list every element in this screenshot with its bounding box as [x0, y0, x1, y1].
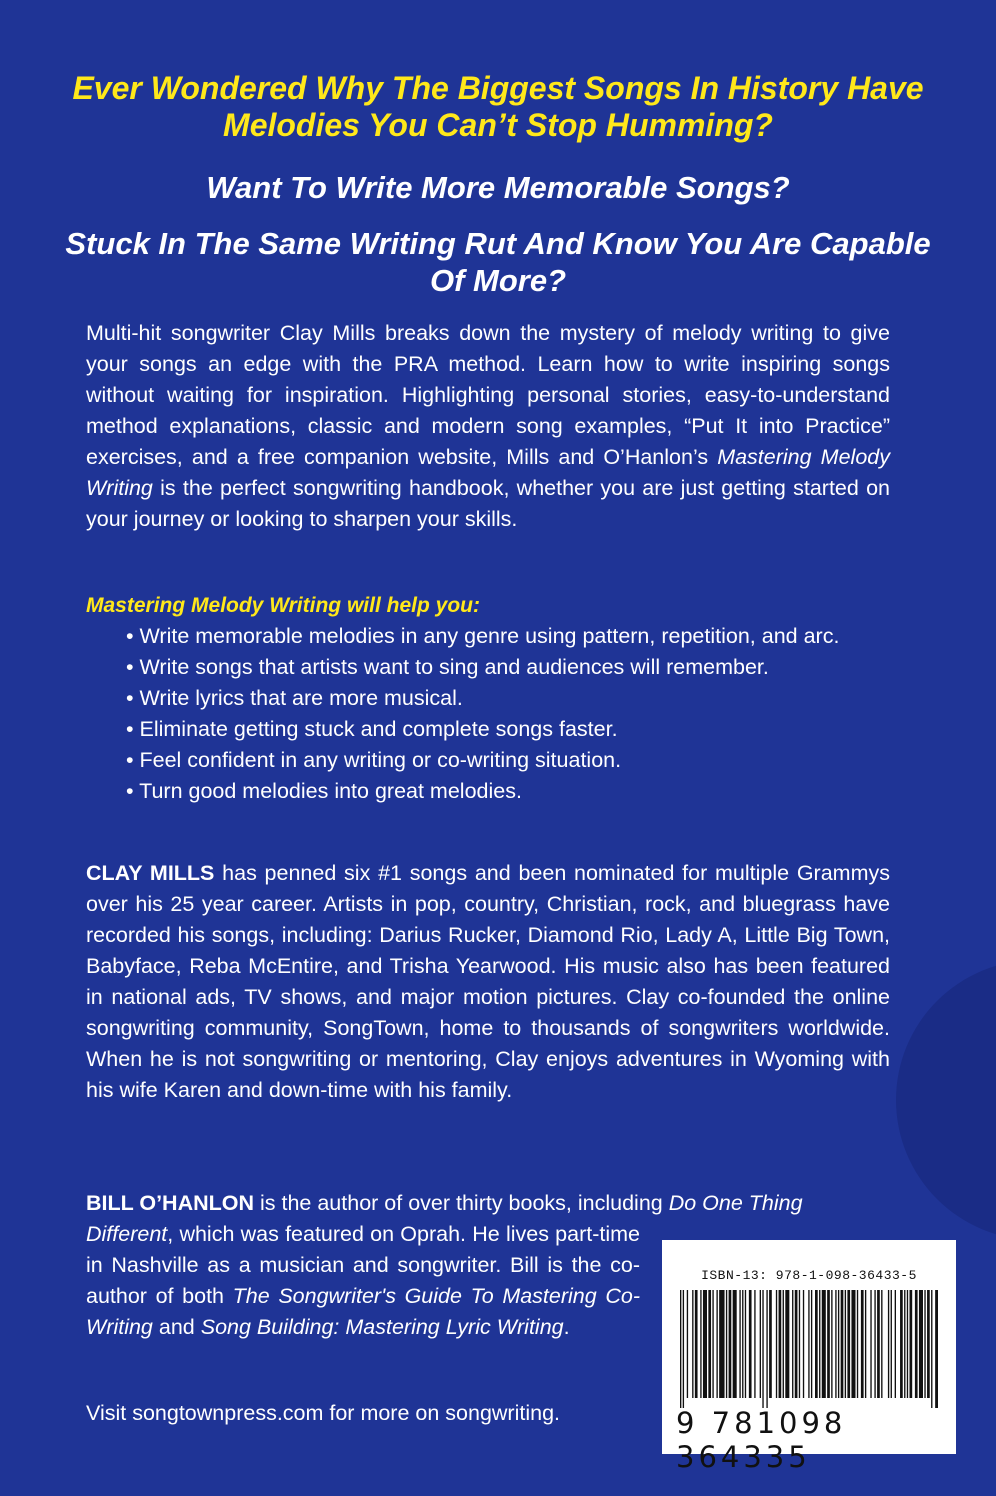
bill-book-1: Do One Thing [668, 1191, 803, 1215]
barcode-bar [708, 1290, 711, 1398]
barcode-bar [712, 1290, 713, 1398]
headline-stuck: Stuck In The Same Writing Rut And Know You Are Capable Of More? [65, 226, 931, 298]
barcode-bar [861, 1290, 864, 1398]
bill-bio-rest [86, 1219, 640, 1343]
barcode-bar [877, 1290, 880, 1398]
barcode-bar [815, 1290, 818, 1398]
barcode-bar [795, 1290, 798, 1398]
barcode-bar [931, 1290, 932, 1408]
barcode-bar [874, 1290, 875, 1398]
barcode-bar [835, 1290, 836, 1398]
barcode-bar [783, 1290, 784, 1398]
bill-text-2: , which was featured on Oprah. He lives part-time in Nashville as a musician and songwriter. Bill is the co-author of both [86, 1222, 640, 1308]
decorative-circle [896, 960, 996, 1240]
barcode-bar [803, 1290, 804, 1398]
intro-paragraph [86, 318, 890, 535]
barcode-bar [760, 1290, 761, 1398]
barcode-bar [851, 1290, 855, 1398]
bill-book-2: The Songwriter's Guide To Mastering Co-Writing [86, 1284, 640, 1339]
barcode-bar [891, 1290, 892, 1398]
barcode-bar [847, 1290, 850, 1398]
barcode-bar [779, 1290, 782, 1398]
barcode-panel [662, 1240, 956, 1474]
barcode-bar [683, 1290, 684, 1408]
intro-text-1: Multi-hit songwriter Clay Mills breaks down the mystery of melody writing to give your songs an edge with the PRA method. Learn how to write inspiring songs without waiting for inspiration. Highlighting personal stories, easy-to-understand method explanations, classic and modern song examples, “Put It into Practice” exercises, and a free companion website, Mills and O’Hanlon’s [86, 321, 890, 469]
barcode-bar [895, 1290, 896, 1398]
bill-text-1: is the author of over thirty books, including [254, 1191, 669, 1215]
barcode-bar [865, 1290, 866, 1398]
barcode-bar [811, 1290, 812, 1398]
barcode-bar [745, 1290, 746, 1398]
barcode-bar [754, 1290, 755, 1398]
list-item: • Turn good melodies into great melodies. [126, 779, 522, 803]
barcode-bar [749, 1290, 752, 1398]
barcode-digits: 9 781098 364335 [676, 1406, 847, 1474]
barcode-bar [927, 1290, 930, 1398]
barcode-bar [785, 1290, 789, 1398]
barcode-bar [907, 1290, 908, 1398]
bill-book-3: Song Building: Mastering Lyric Writing [200, 1315, 564, 1339]
clay-name: CLAY MILLS [86, 861, 215, 885]
list-item: • Write songs that artists want to sing and audiences will remember. [126, 655, 769, 679]
barcode-bar [935, 1290, 938, 1408]
barcode-bars [680, 1290, 938, 1408]
barcode-bar [888, 1290, 889, 1398]
visit-line: Visit songtownpress.com for more on songwriting. [86, 1401, 561, 1425]
clay-bio [86, 858, 890, 1106]
barcode-bar [719, 1290, 724, 1398]
barcode-bar [841, 1290, 844, 1398]
headline-memorable: Want To Write More Memorable Songs? [206, 170, 790, 205]
help-title: Mastering Melody Writing will help you: [86, 594, 480, 617]
intro-book-title: Mastering Melody Writing [86, 445, 890, 500]
barcode-bar [742, 1290, 743, 1398]
barcode-bar [776, 1290, 777, 1398]
barcode-bar [692, 1290, 693, 1398]
barcode-bar [716, 1290, 717, 1398]
barcode-bar [827, 1290, 830, 1398]
list-item: • Eliminate getting stuck and complete songs faster. [126, 717, 618, 741]
barcode-bar [924, 1290, 925, 1398]
barcode-bar [838, 1290, 839, 1398]
barcode-bar [762, 1290, 763, 1408]
list-item: • Feel confident in any writing or co-writing situation. [126, 748, 622, 772]
barcode-bar [739, 1290, 740, 1398]
barcode-bar [910, 1290, 913, 1398]
barcode-bar [726, 1290, 727, 1398]
barcode-bar [729, 1290, 732, 1398]
list-item: • Write memorable melodies in any genre using pattern, repetition, and arc. [126, 624, 840, 648]
barcode-bar [881, 1290, 882, 1398]
barcode-bar [845, 1290, 846, 1398]
headline-question: Ever Wondered Why The Biggest Songs In History Have Melodies You Can’t Stop Humming? [72, 70, 924, 143]
barcode-bar [680, 1290, 681, 1408]
bill-text-4: . [563, 1315, 570, 1339]
barcode-bar [915, 1290, 918, 1398]
barcode-bar [799, 1290, 800, 1398]
barcode-bar [831, 1290, 832, 1398]
barcode-bar [808, 1290, 809, 1398]
barcode-bar [687, 1290, 688, 1398]
barcode-bar [870, 1290, 871, 1398]
intro-text-2: is the perfect songwriting handbook, whether you are just getting started on your journey or looking to sharpen your skills. [86, 476, 890, 531]
barcode-bar [769, 1290, 772, 1398]
clay-bio-text: has penned six #1 songs and been nominated for multiple Grammys over his 25 year career. Artists in pop, country, Christian, rock, and bluegrass have recorded his songs, including: Darius Rucker, Diamond Rio, Lady A, Little Big Town, Babyface, Reba McEntire, and Trisha Yearwood. His music also has been featured in national ads, TV shows, and major motion pictures. Clay co-founded the online songwriting community, SongTown, home to thousands of songwriters worldwide. When he is not songwriting or mentoring, Clay enjoys adventures in Wyoming with his wife Karen and down-time with his family. [86, 861, 890, 1102]
barcode-bar [822, 1290, 826, 1398]
help-list [126, 621, 896, 807]
barcode-bar [733, 1290, 737, 1398]
barcode-bar [792, 1290, 793, 1398]
barcode-bar [900, 1290, 903, 1398]
barcode-bar [700, 1290, 701, 1398]
barcode-bar [857, 1290, 858, 1398]
bill-name: BILL O’HANLON [86, 1191, 255, 1215]
barcode-bar [819, 1290, 820, 1398]
bill-text-3: and [152, 1315, 201, 1339]
barcode-bar [919, 1290, 923, 1398]
barcode-bar [766, 1290, 767, 1408]
bill-bio-line1 [86, 1188, 890, 1219]
barcode-bar [904, 1290, 905, 1398]
barcode-bar [695, 1290, 698, 1398]
bill-book-1-cont: Different [86, 1222, 168, 1246]
isbn-label: ISBN-13: 978-1-098-36433-5 [701, 1268, 917, 1283]
list-item: • Write lyrics that are more musical. [126, 686, 463, 710]
barcode-bar [703, 1290, 707, 1398]
